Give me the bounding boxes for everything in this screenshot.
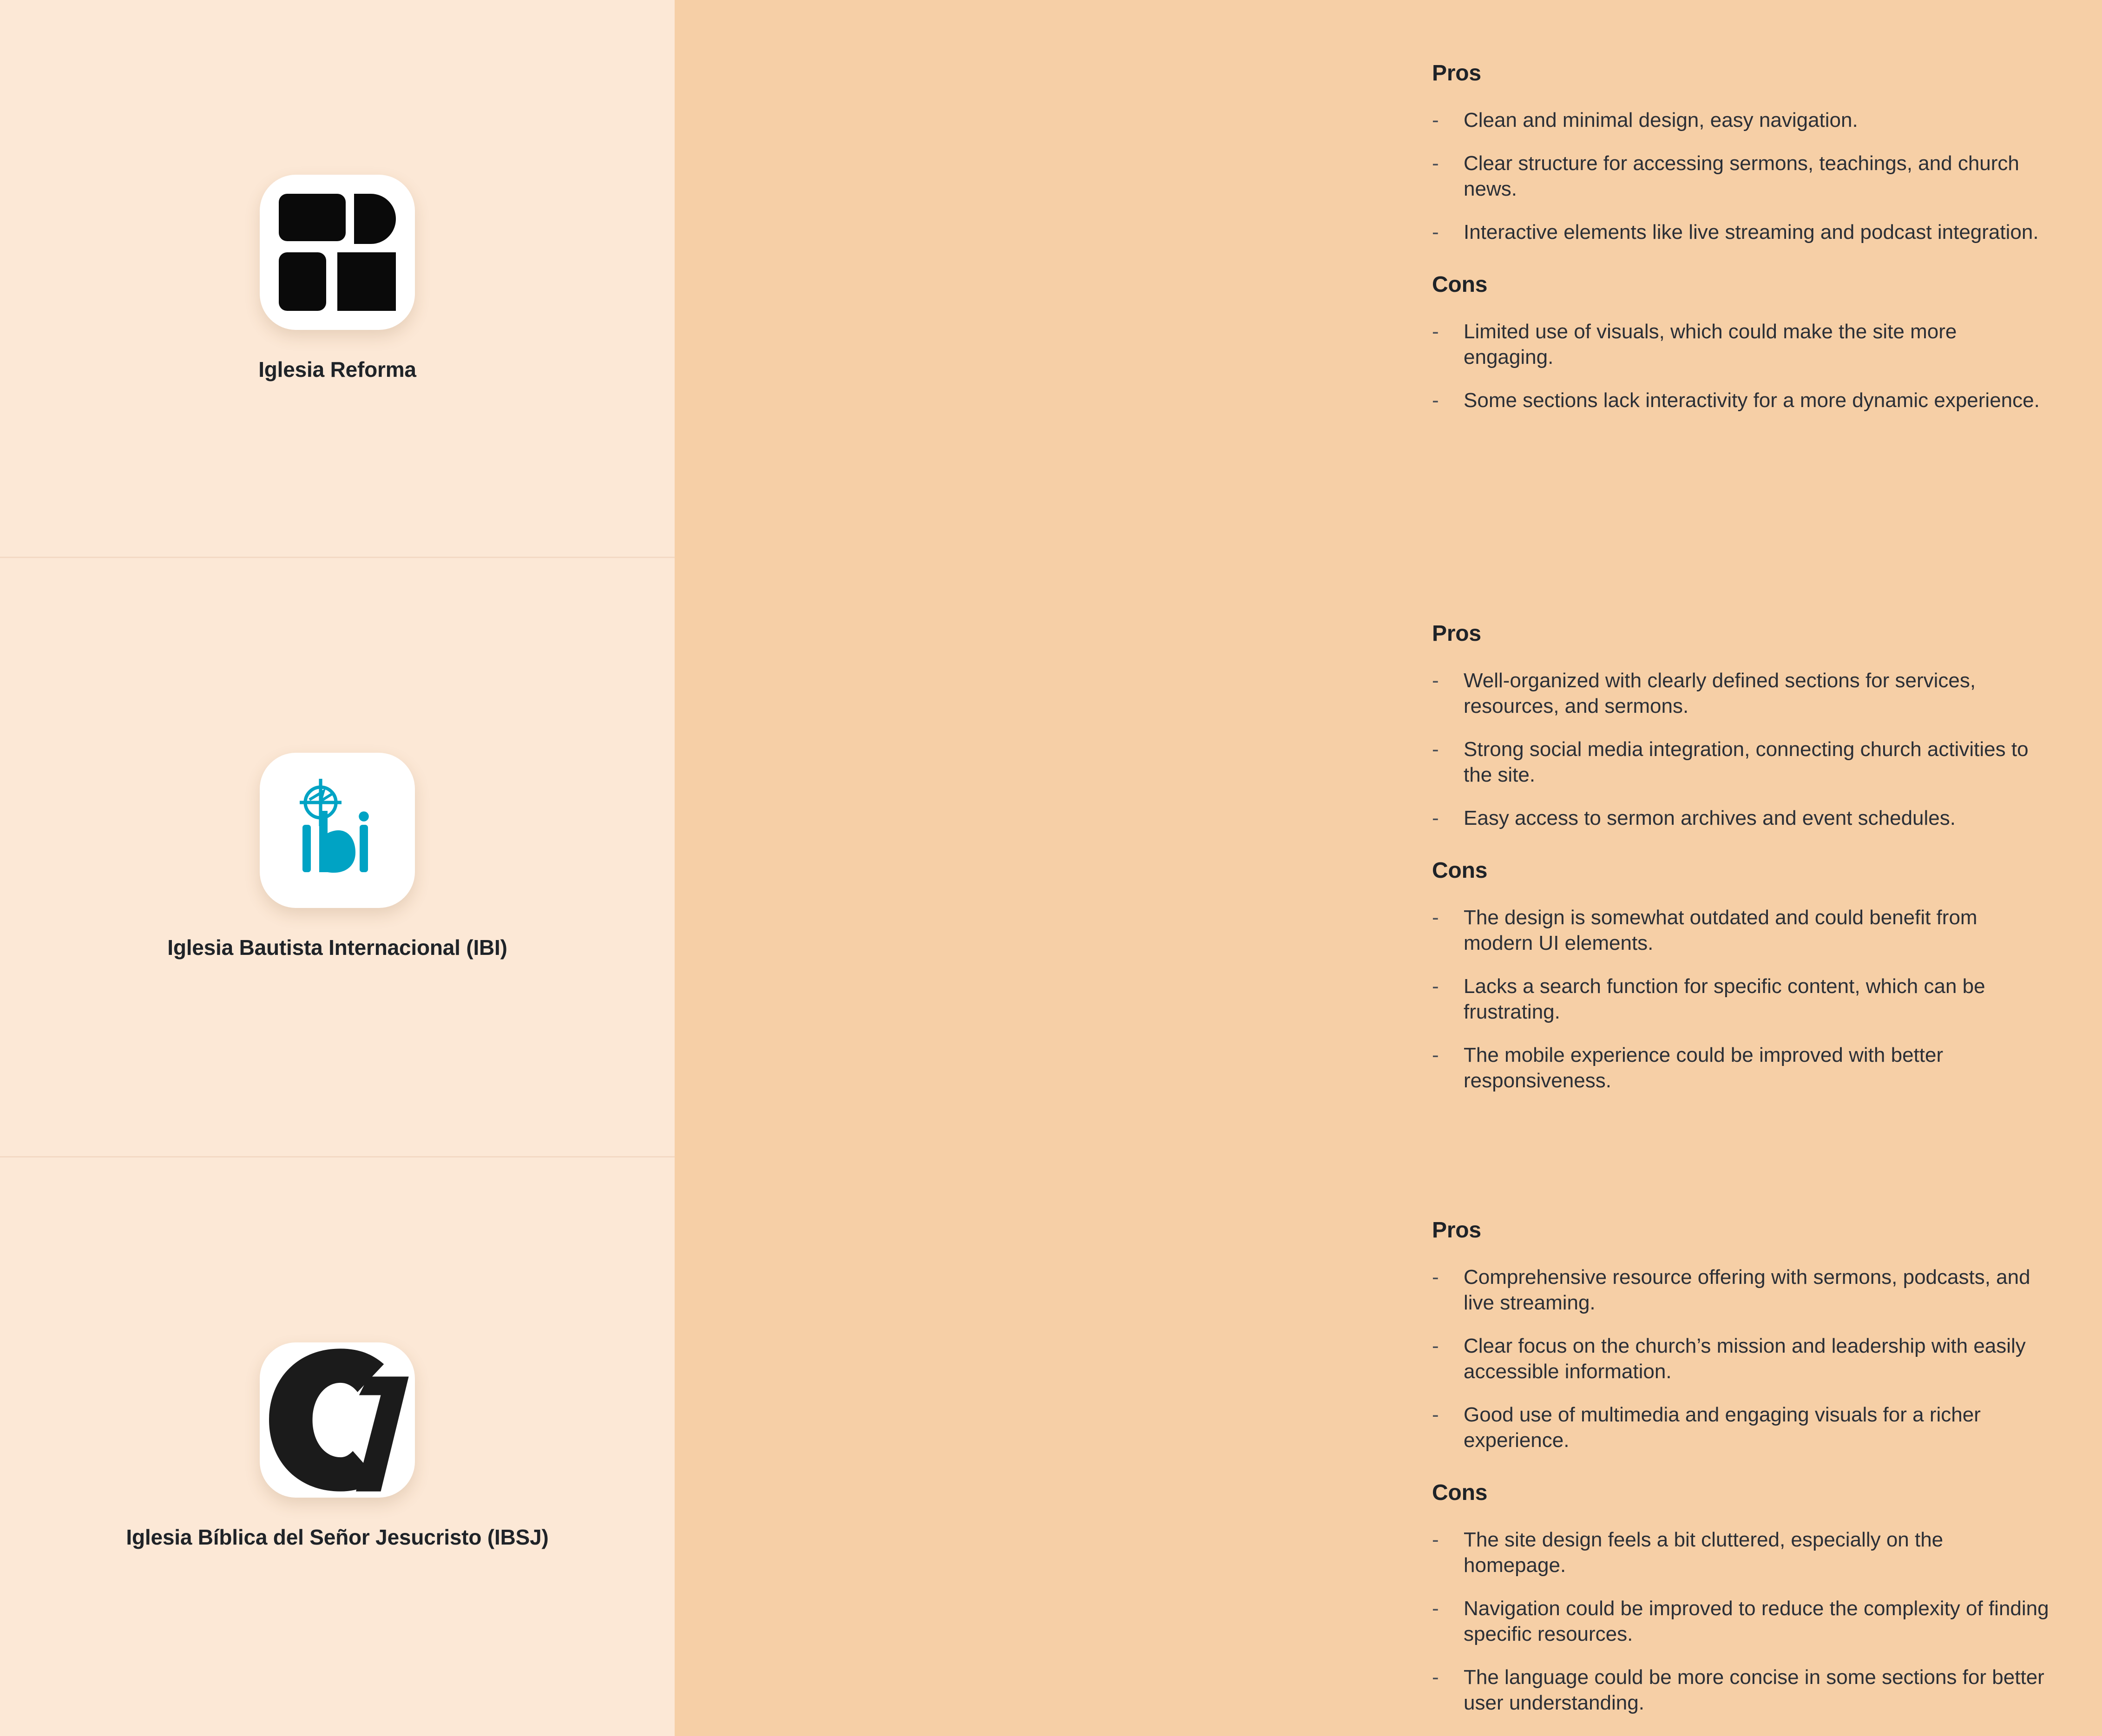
pros-list xyxy=(1432,668,2051,831)
list-item-text: The mobile experience could be improved with better responsiveness. xyxy=(1464,1044,1944,1092)
app-name-label: Iglesia Bautista Internacional (IBI) xyxy=(167,935,507,960)
bullet-dash: - xyxy=(1432,1528,1439,1551)
cons-list xyxy=(1432,1527,2051,1716)
bullet-dash: - xyxy=(1432,1597,1439,1620)
list-item-text: Comprehensive resource offering with sermons, podcasts, and live streaming. xyxy=(1464,1266,2030,1314)
iglesia-reforma-logo-icon xyxy=(260,175,415,330)
reforma-mark-icon xyxy=(268,183,407,322)
pros-list xyxy=(1432,1264,2051,1453)
list-item xyxy=(1432,805,2051,831)
list-item xyxy=(1432,1664,2051,1716)
list-item xyxy=(1432,219,2051,245)
list-item xyxy=(1432,1333,2051,1384)
cons-list xyxy=(1432,905,2051,1093)
bullet-dash: - xyxy=(1432,1666,1439,1689)
list-item xyxy=(1432,1402,2051,1453)
bullet-dash: - xyxy=(1432,669,1439,692)
bullet-dash: - xyxy=(1432,807,1439,829)
list-item xyxy=(1432,1042,2051,1093)
list-item-text: The site design feels a bit cluttered, especially on the homepage. xyxy=(1464,1528,1944,1577)
list-item-text: Navigation could be improved to reduce the complexity of finding specific resources. xyxy=(1464,1597,2049,1645)
list-item-text: Lacks a search function for specific content, which can be frustrating. xyxy=(1464,975,1985,1023)
bullet-dash: - xyxy=(1432,906,1439,929)
cons-list xyxy=(1432,319,2051,413)
list-item-text: Clean and minimal design, easy navigation. xyxy=(1464,109,1858,132)
bullet-dash: - xyxy=(1432,1044,1439,1066)
app-review-cell xyxy=(675,0,2102,557)
list-item xyxy=(1432,388,2051,413)
list-item xyxy=(1432,1596,2051,1647)
list-item-text: The language could be more concise in some sections for better user understanding. xyxy=(1464,1666,2044,1714)
list-item xyxy=(1432,668,2051,719)
list-item xyxy=(1432,973,2051,1025)
list-item-text: Clear structure for accessing sermons, teachings, and church news. xyxy=(1464,152,2019,200)
ibi-mark-icon xyxy=(268,761,407,900)
list-item-text: Interactive elements like live streaming and podcast integration. xyxy=(1464,221,2039,243)
ibsj-logo-icon xyxy=(260,1342,415,1498)
list-item xyxy=(1432,319,2051,370)
list-item-text: Some sections lack interactivity for a more dynamic experience. xyxy=(1464,389,2040,412)
ibsj-mark-icon xyxy=(260,1342,415,1498)
cons-heading: Cons xyxy=(1432,1480,1488,1505)
app-identity-cell xyxy=(0,0,675,557)
list-item xyxy=(1432,151,2051,202)
app-identity-cell xyxy=(0,557,675,1156)
ibi-logo-icon xyxy=(260,753,415,908)
list-item xyxy=(1432,905,2051,956)
pros-heading: Pros xyxy=(1432,1218,1481,1243)
app-name-label: Iglesia Bíblica del Señor Jesucristo (IBSJ) xyxy=(126,1525,549,1549)
list-item-text: Easy access to sermon archives and event schedules. xyxy=(1464,807,1956,829)
list-item-text: Strong social media integration, connecting church activities to the site. xyxy=(1464,738,2029,786)
bullet-dash: - xyxy=(1432,975,1439,998)
list-item-text: Well-organized with clearly defined sections for services, resources, and sermons. xyxy=(1464,669,1976,717)
pros-heading: Pros xyxy=(1432,61,1481,85)
bullet-dash: - xyxy=(1432,389,1439,412)
pros-list xyxy=(1432,107,2051,245)
list-item xyxy=(1432,1527,2051,1578)
list-item-text: Clear focus on the church’s mission and leadership with easily accessible information. xyxy=(1464,1335,2026,1383)
app-name-label: Iglesia Reforma xyxy=(258,357,416,381)
list-item xyxy=(1432,736,2051,788)
app-identity-cell xyxy=(0,1156,675,1736)
bullet-dash: - xyxy=(1432,109,1439,132)
app-review-row xyxy=(0,557,2102,1156)
list-item xyxy=(1432,107,2051,133)
app-review-row xyxy=(0,0,2102,557)
bullet-dash: - xyxy=(1432,1335,1439,1357)
list-item-text: Limited use of visuals, which could make the site more engaging. xyxy=(1464,320,1957,368)
list-item xyxy=(1432,1264,2051,1315)
bullet-dash: - xyxy=(1432,221,1439,243)
cons-heading: Cons xyxy=(1432,272,1488,297)
app-review-cell xyxy=(675,1156,2102,1736)
bullet-dash: - xyxy=(1432,1266,1439,1289)
bullet-dash: - xyxy=(1432,320,1439,343)
pros-heading: Pros xyxy=(1432,621,1481,646)
list-item-text: The design is somewhat outdated and could benefit from modern UI elements. xyxy=(1464,906,1977,954)
list-item-text: Good use of multimedia and engaging visuals for a richer experience. xyxy=(1464,1403,1981,1452)
app-review-row xyxy=(0,1156,2102,1736)
bullet-dash: - xyxy=(1432,1403,1439,1426)
cons-heading: Cons xyxy=(1432,858,1488,883)
bullet-dash: - xyxy=(1432,738,1439,761)
app-review-cell xyxy=(675,557,2102,1156)
bullet-dash: - xyxy=(1432,152,1439,175)
